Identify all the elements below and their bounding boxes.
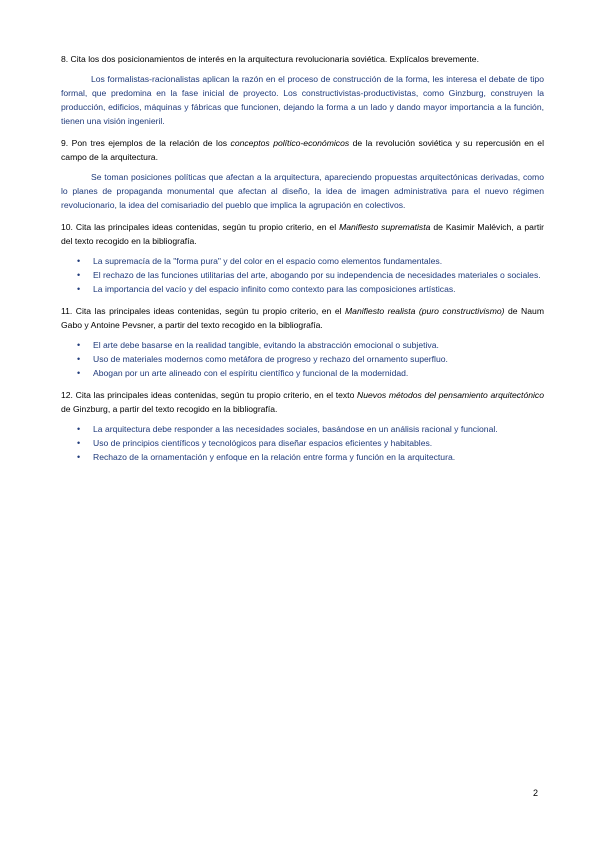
list-item-text: El arte debe basarse en la realidad tangible, evitando la abstracción emocional o subjetiva. bbox=[93, 340, 439, 350]
answer-10-list bbox=[61, 254, 544, 296]
answer-11-list bbox=[61, 338, 544, 380]
list-item bbox=[61, 254, 544, 268]
bullet-icon: • bbox=[77, 340, 81, 350]
list-item bbox=[61, 282, 544, 296]
question-8: 8. Cita los dos posicionamientos de interés en la arquitectura revolucionaria soviética. Explícalos brevemente. bbox=[61, 54, 479, 64]
question-9-italic: conceptos político-económicos bbox=[230, 138, 350, 148]
question-9-pre: 9. Pon tres ejemplos de la relación de los bbox=[61, 138, 231, 148]
list-item bbox=[61, 352, 544, 366]
bullet-icon: • bbox=[77, 368, 81, 378]
list-item bbox=[61, 436, 544, 450]
list-item-text: Uso de principios científicos y tecnológicos para diseñar espacios eficientes y habitables. bbox=[93, 438, 433, 448]
question-9 bbox=[61, 136, 544, 164]
question-10-pre: 10. Cita las principales ideas contenidas, según tu propio criterio, en el bbox=[61, 222, 340, 232]
list-item-text: La importancia del vacío y del espacio infinito como contexto para las composiciones artísticas. bbox=[93, 284, 456, 294]
document-page bbox=[61, 52, 544, 464]
list-item-text: La supremacía de la "forma pura" y del color en el espacio como elementos fundamentales. bbox=[93, 256, 443, 266]
question-10-post: de Kasimir Malévich, a partir del texto recogido en la bibliografía. bbox=[61, 222, 544, 246]
list-item bbox=[61, 268, 544, 282]
bullet-icon: • bbox=[77, 424, 81, 434]
bullet-icon: • bbox=[77, 438, 81, 448]
question-12-post: de Ginzburg, a partir del texto recogido en la bibliografía. bbox=[61, 404, 278, 414]
question-12-pre: 12. Cita las principales ideas contenidas, según tu propio criterio, en el texto bbox=[61, 390, 358, 400]
question-10-italic: Manifiesto suprematista bbox=[339, 222, 431, 232]
bullet-icon: • bbox=[77, 452, 81, 462]
question-11-post: de Naum Gabo y Antoine Pevsner, a partir del texto recogido en la bibliografía. bbox=[61, 306, 544, 330]
question-11 bbox=[61, 304, 544, 332]
question-10 bbox=[61, 220, 544, 248]
list-item-text: Abogan por un arte alineado con el espíritu científico y funcional de la modernidad. bbox=[93, 368, 409, 378]
list-item bbox=[61, 450, 544, 464]
list-item-text: Rechazo de la ornamentación y enfoque en la relación entre forma y función en la arquitectura. bbox=[93, 452, 456, 462]
list-item bbox=[61, 366, 544, 380]
list-item-text: El rechazo de las funciones utilitarias del arte, abogando por su independencia de necesidades materiales o sociales. bbox=[93, 270, 541, 280]
question-11-pre: 11. Cita las principales ideas contenidas, según tu propio criterio, en el bbox=[61, 306, 345, 316]
bullet-icon: • bbox=[77, 256, 81, 266]
bullet-icon: • bbox=[77, 284, 81, 294]
bullet-icon: • bbox=[77, 270, 81, 280]
question-12 bbox=[61, 388, 544, 416]
answer-8: Los formalistas-racionalistas aplican la razón en el proceso de construcción de la forma, les interesa el debate de tipo formal, que predomina en la fase inicial de proyecto. Los constructivistas-productivistas, como Ginzburg, construyen la producción, edificios, máquinas y fábricas que funcionen, dejando la forma a un lado y dando mayor importancia a la función, tienen una visión ingenieril. bbox=[61, 74, 544, 126]
question-11-italic: Manifiesto realista (puro constructivismo) bbox=[345, 306, 505, 316]
question-9-post: de la revolución soviética y su repercusión en el campo de la arquitectura. bbox=[61, 138, 544, 162]
answer-12-list bbox=[61, 422, 544, 464]
page-number: 2 bbox=[533, 788, 539, 798]
question-12-italic: Nuevos métodos del pensamiento arquitectónico bbox=[357, 390, 544, 400]
list-item-text: La arquitectura debe responder a las necesidades sociales, basándose en un análisis racional y funcional. bbox=[93, 424, 498, 434]
list-item bbox=[61, 422, 544, 436]
bullet-icon: • bbox=[77, 354, 81, 364]
list-item-text: Uso de materiales modernos como metáfora de progreso y rechazo del ornamento superfluo. bbox=[93, 354, 448, 364]
answer-9: Se toman posiciones políticas que afectan a la arquitectura, apareciendo propuestas arquitectónicas derivadas, como lo planes de propaganda monumental que afectan al diseño, la idea de imagen administrativa para el nuevo régimen revolucionario, la idea del comisariadio del pueblo que implica la agrupación en colectivos. bbox=[61, 172, 544, 210]
list-item bbox=[61, 338, 544, 352]
